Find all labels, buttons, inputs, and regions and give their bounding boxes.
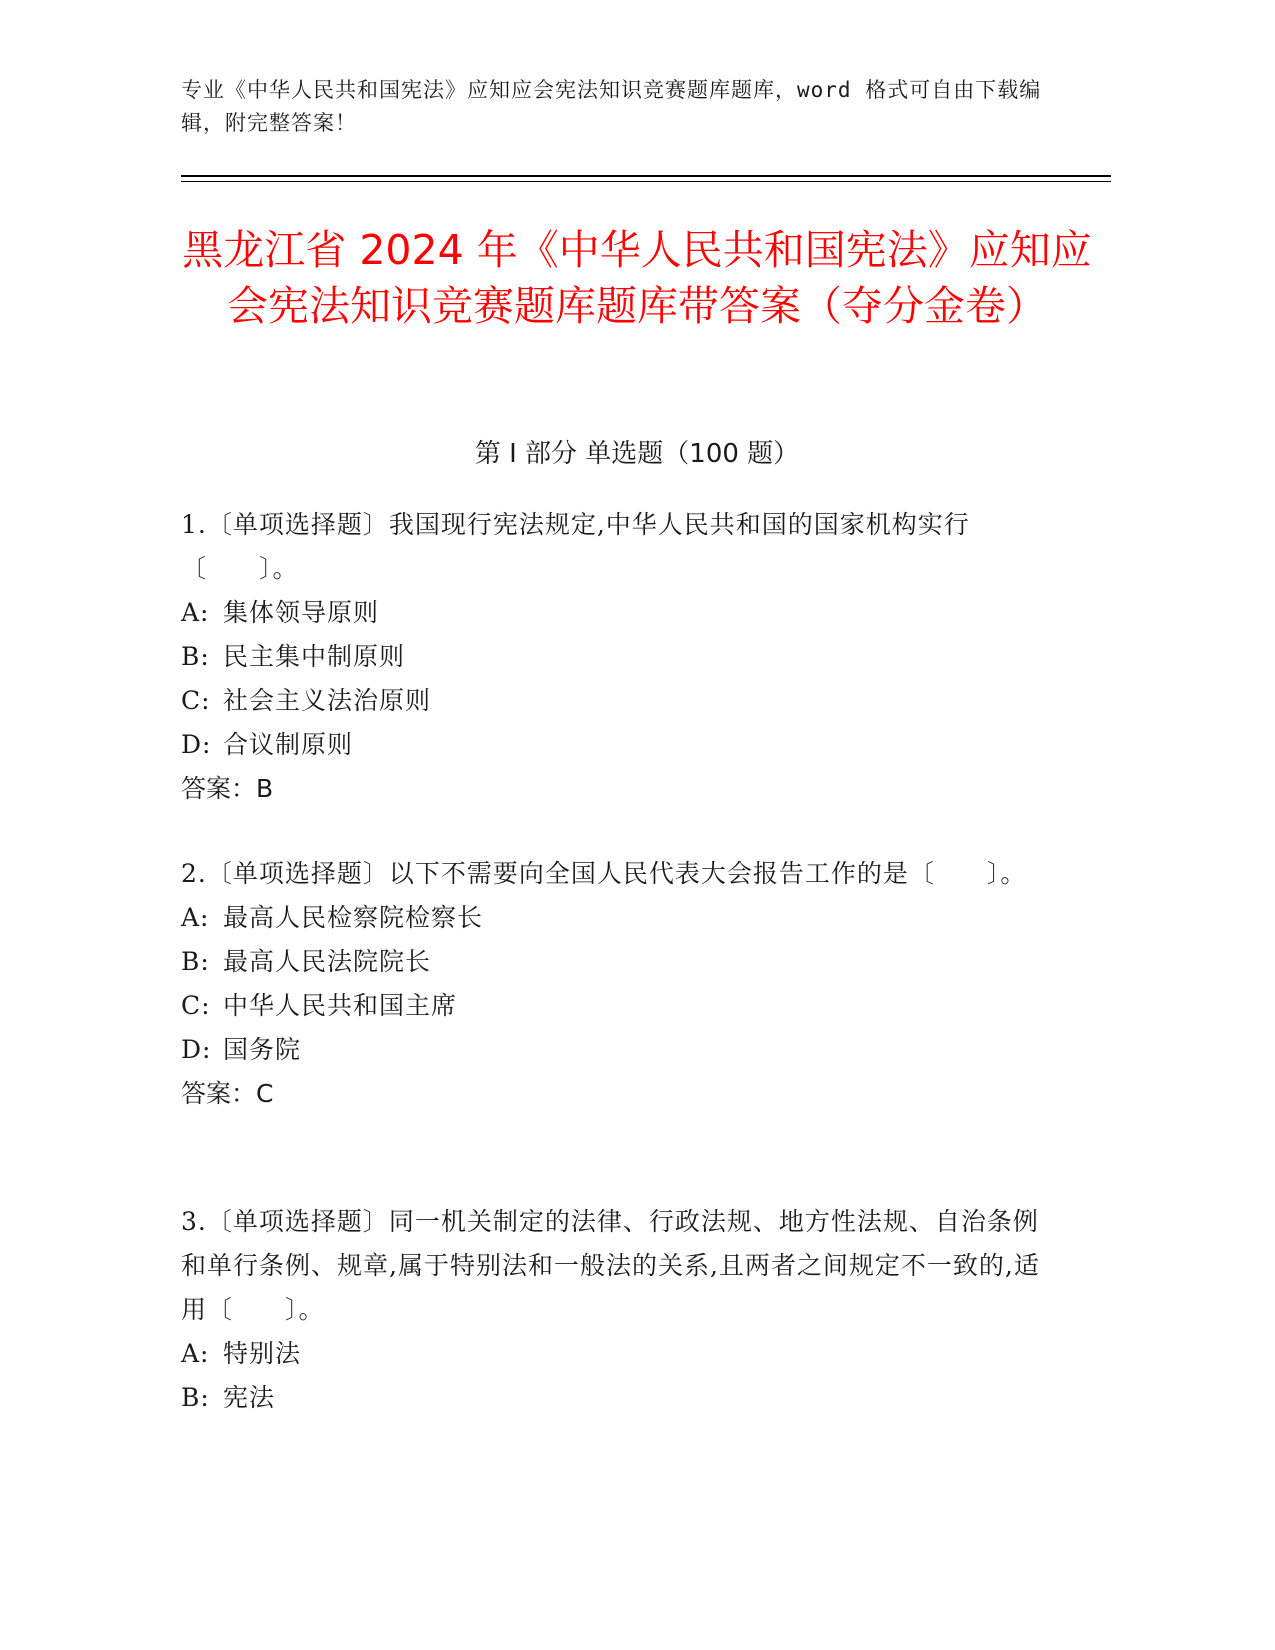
option-text: 社会主义法治原则 <box>223 686 432 715</box>
question-2 <box>181 852 1061 1116</box>
section-heading: 第 I 部分 单选题（100 题） <box>474 439 800 469</box>
option-key: A: <box>181 903 210 932</box>
option-c <box>181 984 1061 1028</box>
option-key: A: <box>181 1339 210 1368</box>
option-key: B: <box>181 642 210 671</box>
question-3 <box>181 1200 1061 1420</box>
option-key: A: <box>181 598 210 627</box>
question-text: 1.〔单项选择题〕我国现行宪法规定,中华人民共和国的国家机构实行〔 〕。 <box>181 510 970 583</box>
option-c <box>181 679 1061 723</box>
option-key: C: <box>181 686 211 715</box>
answer-line: 答案：B <box>181 774 274 803</box>
option-a <box>181 896 1061 940</box>
option-text: 集体领导原则 <box>223 598 380 627</box>
answer-line: 答案：C <box>181 1079 274 1108</box>
option-text: 合议制原则 <box>223 730 354 759</box>
option-text: 最高人民检察院检察长 <box>223 903 484 932</box>
option-key: B: <box>181 947 210 976</box>
option-text: 国务院 <box>223 1035 302 1064</box>
option-a <box>181 591 1061 635</box>
header-divider-thin <box>181 181 1111 182</box>
option-d <box>181 723 1061 767</box>
header-divider-thick <box>181 175 1111 177</box>
option-text: 民主集中制原则 <box>223 642 406 671</box>
option-key: D: <box>181 1035 212 1064</box>
question-text: 2.〔单项选择题〕以下不需要向全国人民代表大会报告工作的是〔 〕。 <box>181 859 1027 888</box>
option-text: 特别法 <box>223 1339 302 1368</box>
option-text: 中华人民共和国主席 <box>223 991 458 1020</box>
option-a <box>181 1332 1061 1376</box>
option-b <box>181 635 1061 679</box>
option-d <box>181 1028 1061 1072</box>
option-b <box>181 1376 1061 1420</box>
option-key: B: <box>181 1383 210 1412</box>
document-title: 黑龙江省 2024 年《中华人民共和国宪法》应知应会宪法知识竞赛题库题库带答案（夺分金卷） <box>182 226 1092 330</box>
header-note: 专业《中华人民共和国宪法》应知应会宪法知识竞赛题库题库，word 格式可自由下载编辑，附完整答案！ <box>181 78 1042 135</box>
option-text: 最高人民法院院长 <box>223 947 432 976</box>
option-key: C: <box>181 991 211 1020</box>
option-b <box>181 940 1061 984</box>
question-1 <box>181 503 1061 811</box>
option-key: D: <box>181 730 212 759</box>
option-text: 宪法 <box>223 1383 276 1412</box>
question-text: 3.〔单项选择题〕同一机关制定的法律、行政法规、地方性法规、自治条例和单行条例、规章,属于特别法和一般法的关系,且两者之间规定不一致的,适用〔 〕。 <box>181 1207 1040 1324</box>
